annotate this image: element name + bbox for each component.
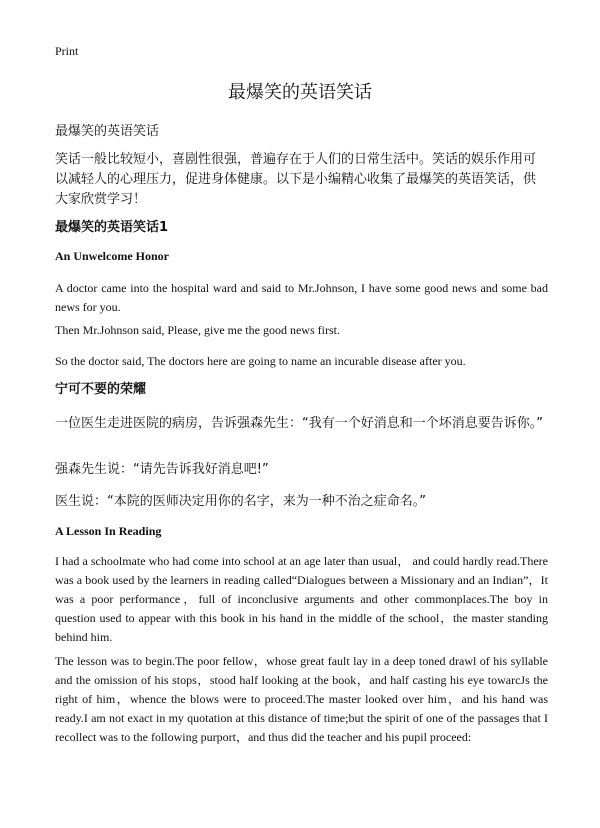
story-paragraph: I had a schoolmate who had come into school at an age later than usual， and could hardly read.There was a book used by the learners in reading called“Dialogues between a Missionary and an Indian”，It was a poor performance，full of inconclusive arguments and other commonplaces.The boy in question used to appear with this book in his hand in the middle of the school，the master standing behind him. <box>55 554 548 644</box>
translation-title: 宁可不要的荣耀 <box>55 382 147 397</box>
story-paragraph: A doctor came into the hospital ward and said to Mr.Johnson, I have some good news and some bad news for you. <box>55 281 548 314</box>
story-paragraph: The lesson was to begin.The poor fellow，whose great fault lay in a deep toned drawl of his syllable and the omission of his stops，stood half looking at the book，and half casting his eye towarcJs the right of him，whence the blows were to proceed.The master looked over him，and his hand was ready.I am not exact in my quotation at this distance of time;but the spirit of one of the passages that I recollect was to the following purport，and thus did the teacher and his pupil proceed: <box>55 654 548 744</box>
article-subtitle: 最爆笑的英语笑话 <box>55 124 160 139</box>
translation-paragraph: 医生说：“本院的医师决定用你的名字，来为一种不治之症命名。” <box>55 494 426 509</box>
page-title: 最爆笑的英语笑话 <box>228 82 372 103</box>
translation-paragraph: 一位医生走进医院的病房，告诉强森先生：“我有一个好消息和一个坏消息要告诉你。” <box>55 416 543 431</box>
story-title: An Unwelcome Honor <box>55 249 169 263</box>
story-paragraph: So the doctor said, The doctors here are going to name an incurable disease after you. <box>55 354 466 368</box>
story-paragraph: Then Mr.Johnson said, Please, give me the good news first. <box>55 323 340 337</box>
section-heading: 最爆笑的英语笑话1 <box>55 220 169 235</box>
story-title: A Lesson In Reading <box>55 524 162 538</box>
print-link[interactable]: Print <box>55 44 79 58</box>
translation-paragraph: 强森先生说：“请先告诉我好消息吧!” <box>55 462 269 477</box>
intro-paragraph: 笑话一般比较短小，喜剧性很强，普遍存在于人们的日常生活中。笑话的娱乐作用可以减轻人的心理压力，促进身体健康。以下是小编精心收集了最爆笑的英语笑话，供大家欣赏学习！ <box>55 152 537 207</box>
